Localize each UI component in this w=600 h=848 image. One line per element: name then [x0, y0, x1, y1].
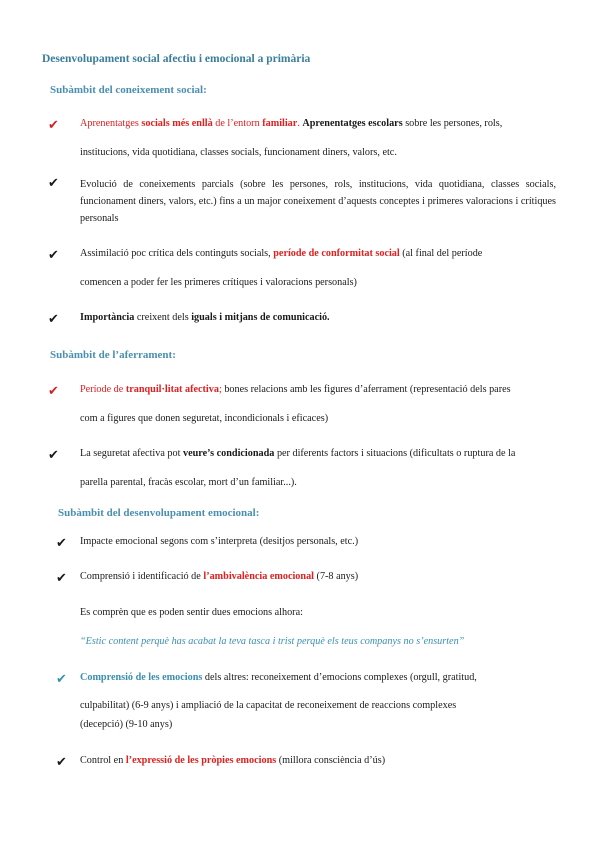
- checkmark-icon: ✔: [48, 117, 59, 132]
- checkmark-icon: ✔: [56, 671, 67, 686]
- item-text: Evolució de coneixements parcials (sobre les persones, rols, institucions, vida quotidiana, classes socials, funcionament diners, valors, etc.) fins a un major coneixement d’aquests conceptes i primeres valoracions i crítiques personals: [80, 179, 556, 224]
- checkmark-icon: ✔: [56, 754, 67, 769]
- section-heading-social-knowledge: Subàmbit del coneixement social:: [50, 84, 207, 96]
- item-text-line2: institucions, vida quotidiana, classes socials, funcionament diners, valors, etc.: [80, 147, 397, 158]
- item-text-line2: culpabilitat) (6-9 anys) i ampliació de la capacitat de reconeixement de reaccions complexes: [80, 700, 457, 711]
- item-text: La seguretat afectiva pot veure’s condicionada per diferents factors i situacions (dificultats o ruptura de la: [80, 448, 516, 459]
- item-text: Comprensió i identificació de l’ambivalència emocional (7-8 anys): [80, 571, 359, 582]
- section-heading-emotional: Subàmbit del desenvolupament emocional:: [58, 507, 260, 519]
- checkmark-icon: ✔: [56, 570, 67, 585]
- item-text-line2: comencen a poder fer les primeres crítiques i valoracions personals): [80, 277, 357, 288]
- checkmark-icon: ✔: [56, 535, 67, 550]
- checkmark-icon: ✔: [48, 247, 59, 262]
- item-text: Assimilació poc crítica dels continguts socials, període de conformitat social (al final del període: [80, 248, 483, 259]
- checkmark-icon: ✔: [48, 311, 59, 326]
- paragraph: Es comprèn que es poden sentir dues emocions alhora:: [80, 607, 303, 618]
- document-title: Desenvolupament social afectiu i emocional a primària: [42, 53, 311, 65]
- item-text: Impacte emocional segons com s’interpreta (desitjos personals, etc.): [80, 536, 359, 547]
- item-text-line2: parella parental, fracàs escolar, mort d’un familiar...).: [80, 477, 297, 488]
- item-text: Període de tranquil·litat afectiva; bones relacions amb les figures d’aferrament (representació dels pares: [80, 384, 511, 395]
- checkmark-icon: ✔: [48, 447, 59, 462]
- item-text: Comprensió de les emocions dels altres: reconeixement d’emocions complexes (orgull, gratitud,: [80, 672, 477, 683]
- checkmark-icon: ✔: [48, 175, 59, 190]
- checkmark-icon: ✔: [48, 383, 59, 398]
- item-text: Aprenentatges socials més enllà de l’entorn familiar. Aprenentatges escolars sobre les persones, rols,: [80, 118, 503, 129]
- section-heading-attachment: Subàmbit de l’aferrament:: [50, 349, 176, 361]
- item-text: Importància creixent dels iguals i mitjans de comunicació.: [80, 312, 330, 323]
- item-text-line3: (decepció) (9-10 anys): [80, 719, 173, 730]
- example-quote: “Estic content perquè has acabat la teva tasca i trist perquè els teus companys no s’ensurten”: [80, 636, 465, 647]
- item-text-line2: com a figures que donen seguretat, incondicionals i eficaces): [80, 413, 329, 424]
- item-text: Control en l’expressió de les pròpies emocions (millora consciència d’ús): [80, 755, 386, 766]
